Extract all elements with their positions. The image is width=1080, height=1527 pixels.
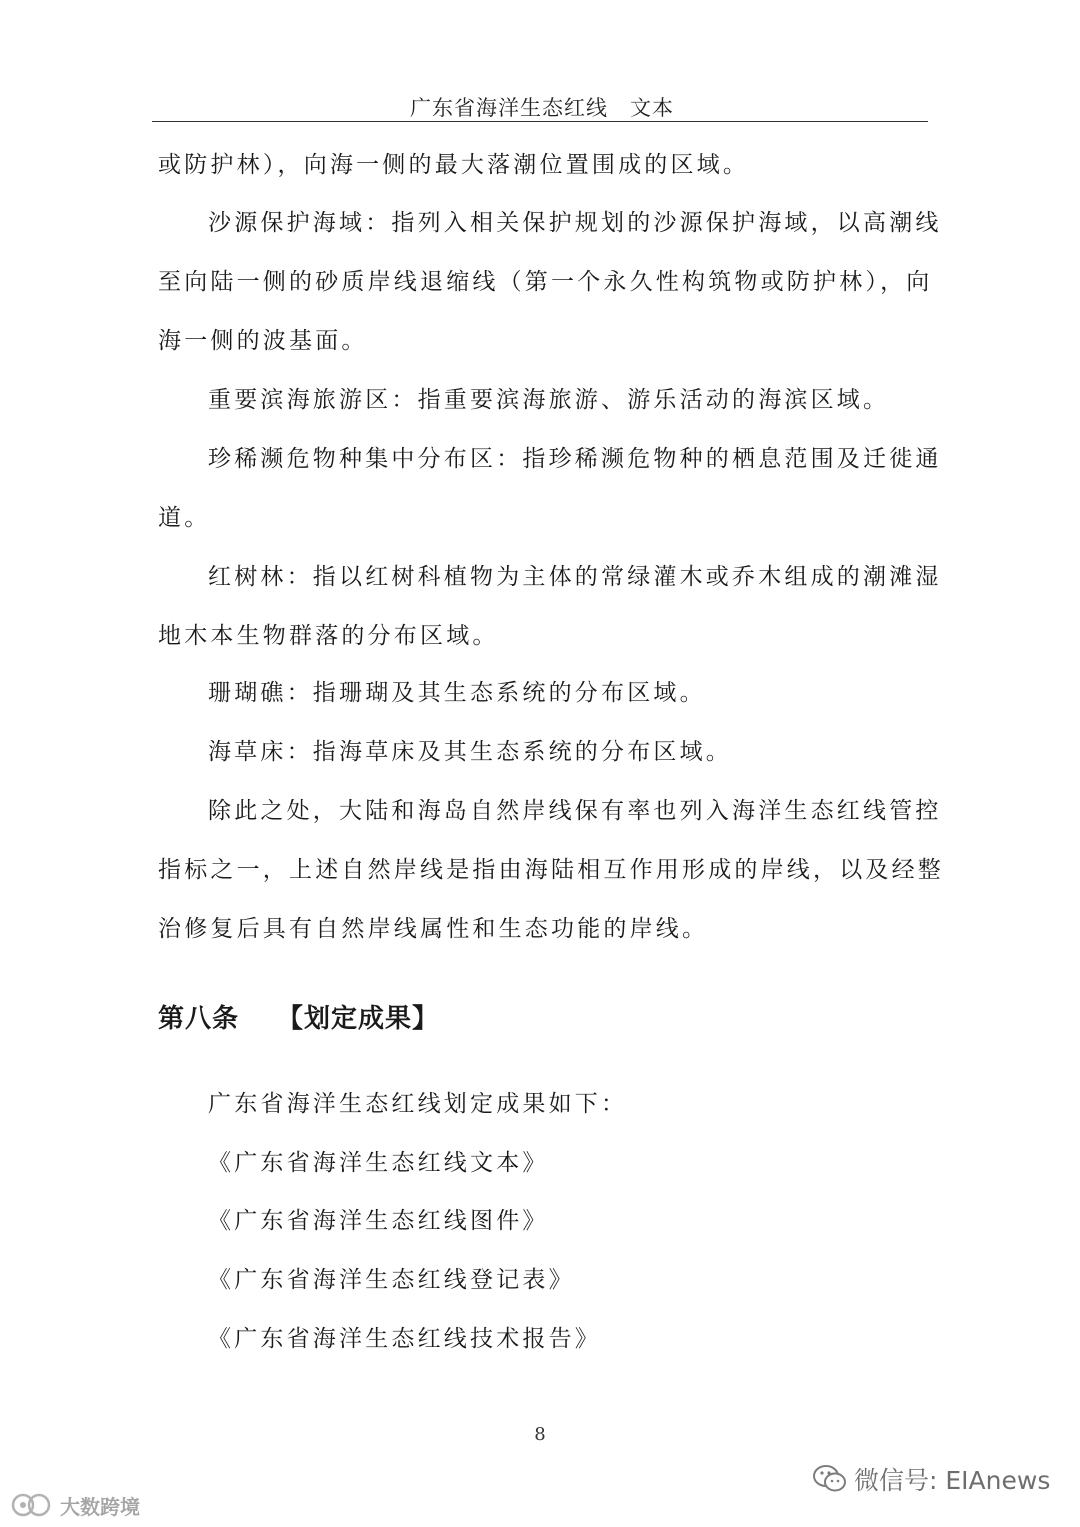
body-line-5: 重要滨海旅游区：指重要滨海旅游、游乐活动的海滨区域。 — [208, 387, 890, 413]
list-item: 《广东省海洋生态红线技术报告》 — [208, 1326, 601, 1352]
body-line-4: 海一侧的波基面。 — [158, 328, 368, 354]
body-line-10: 珊瑚礁：指珊瑚及其生态系统的分布区域。 — [208, 680, 706, 706]
body-line-3: 至向陆一侧的砂质岸线退缩线（第一个永久性构筑物或防护林），向 — [158, 269, 933, 295]
body-line-7: 道。 — [158, 505, 211, 531]
list-item: 《广东省海洋生态红线图件》 — [208, 1208, 549, 1234]
body-line-6: 珍稀濒危物种集中分布区：指珍稀濒危物种的栖息范围及迁徙通 — [208, 446, 942, 472]
brand-logo-icon — [10, 1491, 54, 1519]
list-item: 《广东省海洋生态红线文本》 — [208, 1150, 549, 1176]
wechat-watermark — [812, 1459, 1050, 1499]
page-number: 8 — [534, 1424, 546, 1445]
body-line-9: 地木本生物群落的分布区域。 — [158, 623, 499, 649]
article-title: 【划定成果】 — [277, 1004, 440, 1034]
body-line-13: 指标之一，上述自然岸线是指由海陆相互作用形成的岸线，以及经整 — [158, 857, 944, 883]
brand-watermark — [10, 1489, 140, 1521]
body-line-8: 红树林：指以红树科植物为主体的常绿灌木或乔木组成的潮滩湿 — [208, 564, 942, 590]
wechat-watermark-text: 微信号: EIAnews — [854, 1466, 1051, 1495]
list-item: 《广东省海洋生态红线登记表》 — [208, 1267, 575, 1293]
wechat-icon — [812, 1464, 848, 1494]
article-intro: 广东省海洋生态红线划定成果如下： — [208, 1091, 628, 1117]
header-rule — [152, 121, 928, 122]
body-line-14: 治修复后具有自然岸线属性和生态功能的岸线。 — [158, 916, 709, 942]
body-line-12: 除此之处，大陆和海岛自然岸线保有率也列入海洋生态红线管控 — [208, 798, 942, 824]
page-header: 广东省海洋生态红线 文本 — [410, 96, 674, 120]
article-number: 第八条 — [158, 1004, 240, 1034]
brand-watermark-text: 大数跨境 — [60, 1494, 140, 1519]
body-line-2: 沙源保护海域：指列入相关保护规划的沙源保护海域，以高潮线 — [208, 210, 942, 236]
body-line-1: 或防护林），向海一侧的最大落潮位置围成的区域。 — [158, 152, 750, 178]
article-heading — [158, 998, 439, 1035]
body-line-11: 海草床：指海草床及其生态系统的分布区域。 — [208, 739, 732, 765]
